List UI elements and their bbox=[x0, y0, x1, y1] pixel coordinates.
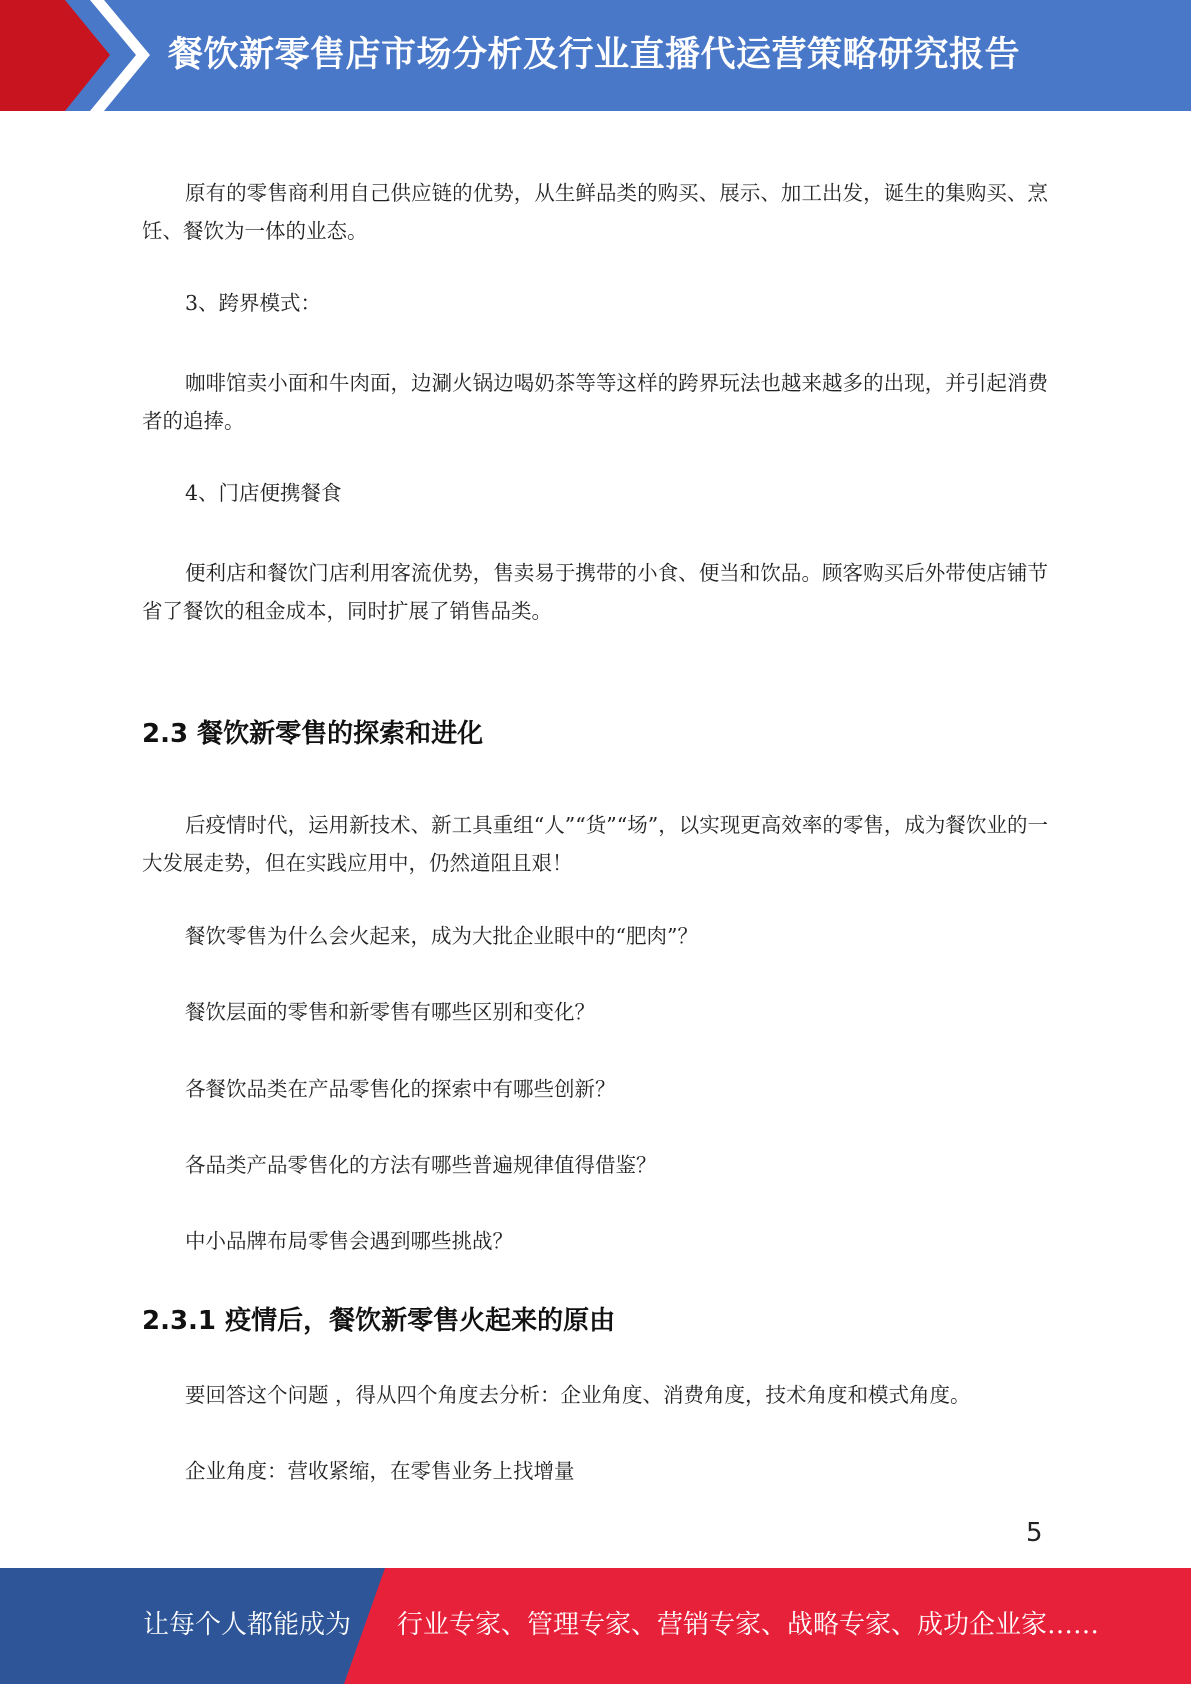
report-title: 餐饮新零售店市场分析及行业直播代运营策略研究报告 bbox=[168, 35, 1021, 75]
question-item: 餐饮层面的零售和新零售有哪些区别和变化？ bbox=[185, 1000, 595, 1024]
paragraph: 要回答这个问题 ，得从四个角度去分析：企业角度、消费角度，技术角度和模式角度。 bbox=[185, 1383, 971, 1407]
question-item: 餐饮零售为什么会火起来，成为大批企业眼中的“肥肉”？ bbox=[185, 924, 698, 948]
page-header bbox=[0, 0, 1191, 111]
paragraph: 后疫情时代，运用新技术、新工具重组“人”“货”“场”，以实现更高效率的零售，成为餐饮业的一大发展走势，但在实践应用中，仍然道阻且艰！ bbox=[142, 813, 1048, 875]
footer-slogan-right: 行业专家、管理专家、营销专家、战略专家、成功企业家…… bbox=[397, 1610, 1100, 1640]
section-heading: 2.3 餐饮新零售的探索和进化 bbox=[142, 719, 484, 749]
paragraph: 原有的零售商利用自己供应链的优势，从生鲜品类的购买、展示、加工出发，诞生的集购买、烹饪、餐饮为一体的业态。 bbox=[142, 181, 1048, 243]
paragraph: 咖啡馆卖小面和牛肉面，边涮火锅边喝奶茶等等这样的跨界玩法也越来越多的出现，并引起消费者的追捧。 bbox=[142, 371, 1048, 433]
paragraph: 企业角度：营收紧缩，在零售业务上找增量 bbox=[185, 1459, 575, 1483]
list-item-heading: 3、跨界模式： bbox=[185, 291, 322, 315]
question-item: 各餐饮品类在产品零售化的探索中有哪些创新？ bbox=[185, 1077, 616, 1101]
paragraph: 便利店和餐饮门店利用客流优势，售卖易于携带的小食、便当和饮品。顾客购买后外带使店铺节省了餐饮的租金成本，同时扩展了销售品类。 bbox=[142, 561, 1048, 623]
question-item: 中小品牌布局零售会遇到哪些挑战？ bbox=[185, 1229, 513, 1253]
question-item: 各品类产品零售化的方法有哪些普遍规律值得借鉴？ bbox=[185, 1153, 657, 1177]
footer-slogan-left: 让每个人都能成为 bbox=[143, 1610, 352, 1640]
subsection-heading: 2.3.1 疫情后，餐饮新零售火起来的原由 bbox=[142, 1306, 616, 1336]
list-item-heading: 4、门店便携餐食 bbox=[185, 481, 342, 505]
page-number: 5 bbox=[1026, 1518, 1043, 1548]
page-footer bbox=[0, 1568, 1191, 1684]
